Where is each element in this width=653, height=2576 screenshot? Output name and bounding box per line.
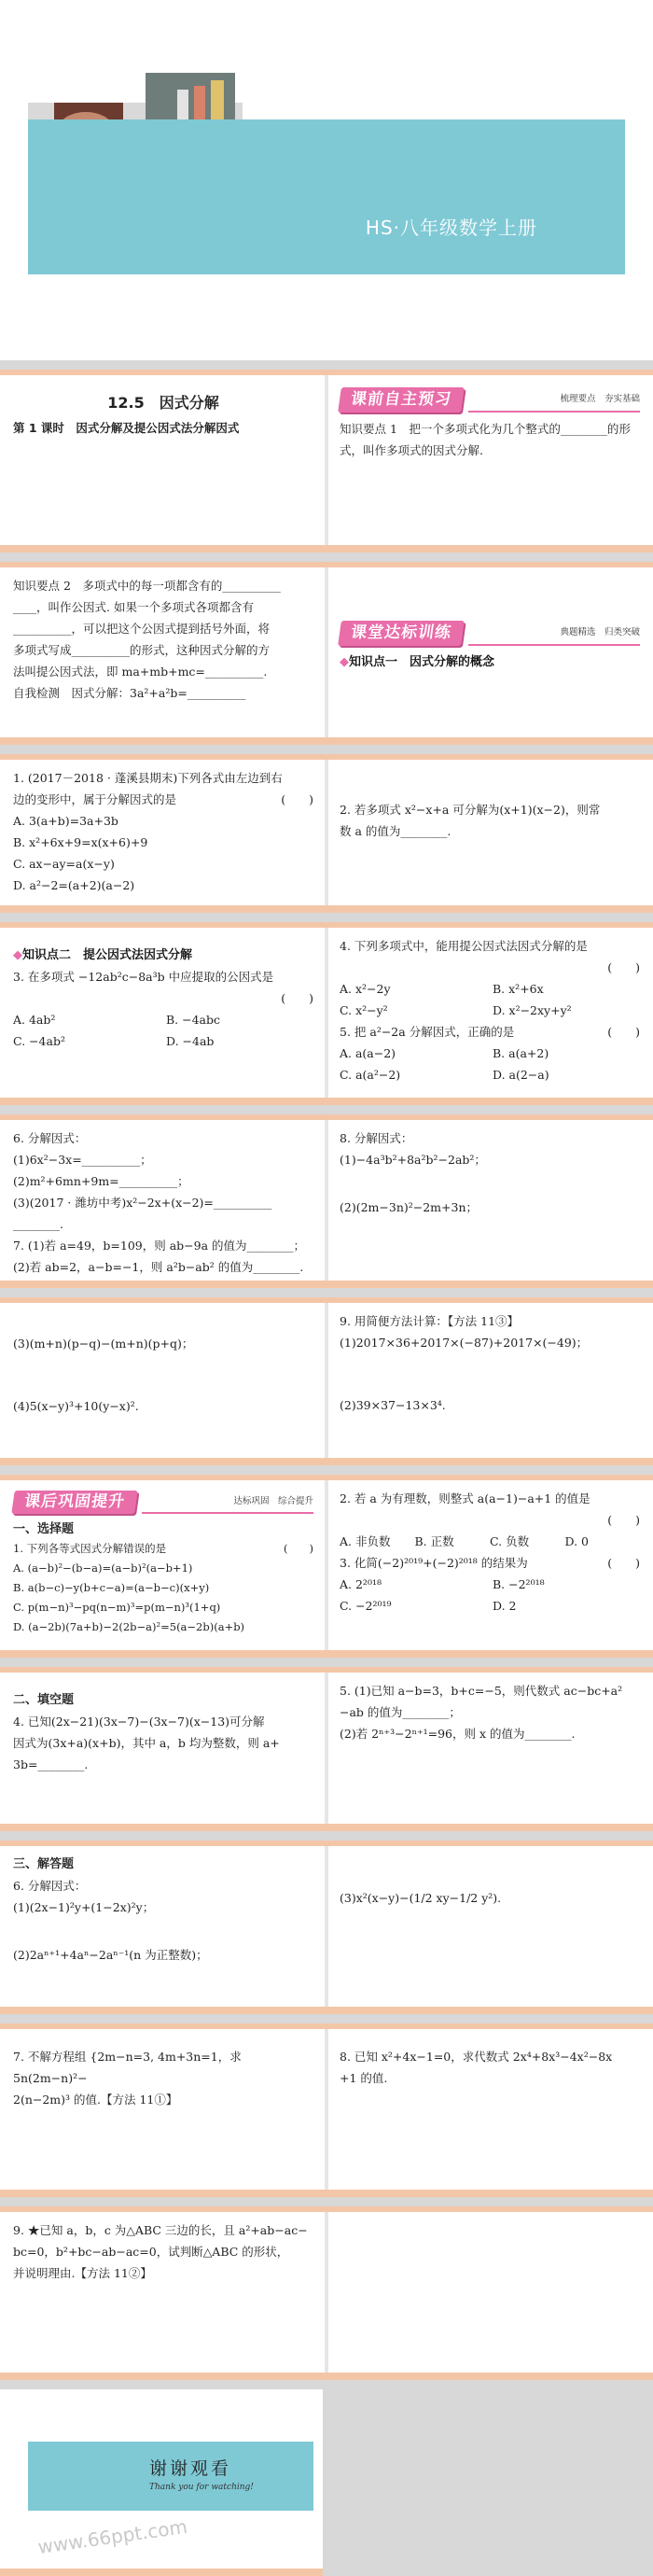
column-divider bbox=[325, 928, 328, 1098]
right-column bbox=[330, 1127, 649, 1275]
slide-bottom-bar bbox=[0, 2190, 653, 2197]
left-column bbox=[4, 1484, 323, 1645]
question-3: 3. 化简(−2)²⁰¹⁹+(−2)²⁰¹⁸ 的结果为 ( ) bbox=[340, 1552, 640, 1574]
right-column bbox=[330, 2046, 649, 2184]
left-column bbox=[4, 383, 323, 539]
question-7: 7. (1)若 a=49，b=109，则 ab−9a 的值为________； bbox=[13, 1239, 306, 1253]
question-5: 5. 把 a²−2a 分解因式，正确的是 ( ) bbox=[340, 1021, 640, 1043]
watermark: www.66ppt.com bbox=[36, 2514, 189, 2559]
question-8: 8. 已知 x²+4x−1=0，求代数式 2x⁴+8x³−4x²−8x bbox=[340, 2050, 613, 2064]
cover-title: HS·八年级数学上册 bbox=[365, 217, 537, 239]
slide-preview bbox=[0, 370, 653, 553]
option: A. (a−b)²−(b−a)=(a−b)²(a−b+1) bbox=[13, 1561, 193, 1575]
right-column bbox=[330, 799, 649, 900]
option: D. x²−2xy+y² bbox=[493, 1003, 572, 1017]
text-line: 知识要点 2 多项式中的每一项都含有的__________ bbox=[13, 579, 281, 593]
question-1: 1. 下列各等式因式分解错误的是 ( ) bbox=[13, 1539, 313, 1559]
slide-q1-q2 bbox=[0, 754, 653, 913]
slide-thanks bbox=[0, 2389, 323, 2576]
slide-bottom-bar bbox=[0, 1458, 653, 1465]
option: A. 非负数 bbox=[340, 1534, 391, 1548]
question-9: 9. 用简便方法计算：【方法 11③】 bbox=[340, 1314, 520, 1328]
left-column bbox=[4, 945, 323, 1092]
column-divider bbox=[325, 1303, 328, 1458]
text-line: +1 的值. bbox=[340, 2071, 388, 2085]
section-banner bbox=[340, 616, 640, 646]
option: C. −2²⁰¹⁹ bbox=[340, 1599, 392, 1613]
slide-bottom-bar bbox=[0, 1824, 653, 1831]
diamond-icon: ◆ bbox=[13, 948, 22, 962]
options bbox=[13, 1009, 313, 1052]
slide-kp2 bbox=[0, 562, 653, 745]
text-line: 3b=________. bbox=[13, 1757, 89, 1771]
column-divider bbox=[325, 1120, 328, 1281]
slide-q8-q9 bbox=[0, 1297, 653, 1465]
option: B. 正数 bbox=[414, 1534, 454, 1548]
left-column bbox=[4, 2046, 323, 2184]
lesson-title: 12.5 因式分解 bbox=[107, 394, 219, 412]
column-divider bbox=[325, 2029, 328, 2190]
sub-question: (2)2aⁿ⁺¹+4aⁿ−2aⁿ⁻¹(n 为正整数)； bbox=[13, 1948, 208, 1962]
option: A. 3(a+b)=3a+3b bbox=[13, 814, 118, 828]
question-2: 2. 若多项式 x²−x+a 可分解为(x+1)(x−2)，则常 bbox=[340, 803, 601, 817]
diamond-icon: ◆ bbox=[340, 655, 349, 669]
answer-line: ( ) bbox=[607, 960, 640, 974]
sub-question: (2)39×37−13×3⁴. bbox=[340, 1398, 446, 1412]
cover-band bbox=[28, 119, 625, 274]
sub-question: (4)5(x−y)³+10(y−x)². bbox=[13, 1399, 139, 1413]
question-6: 6. 分解因式： bbox=[13, 1879, 87, 1893]
section-title: 三、解答题 bbox=[13, 1857, 75, 1871]
options bbox=[340, 1531, 640, 1552]
banner-sub: 梳理要点 夯实基础 bbox=[468, 388, 640, 413]
banner-sub: 典题精选 归类突破 bbox=[468, 622, 640, 646]
sub-question: ________. bbox=[13, 1217, 63, 1231]
options bbox=[340, 1043, 640, 1085]
left-column bbox=[4, 1689, 323, 1818]
question-6: 6. 分解因式： bbox=[13, 1131, 87, 1145]
option: C. x²−y² bbox=[340, 1003, 388, 1017]
column-divider bbox=[325, 1846, 328, 2007]
answer-paren: ( ) bbox=[607, 1025, 640, 1039]
right-column bbox=[330, 1488, 649, 1645]
left-column bbox=[4, 1333, 323, 1452]
slide-homework-choice bbox=[0, 1475, 653, 1658]
question-9: 9. ★已知 a，b，c 为△ABC 三边的长，且 a²+ab−ac− bbox=[13, 2223, 308, 2237]
left-column bbox=[4, 767, 323, 900]
left-column bbox=[4, 1854, 323, 2001]
banner-label: 课前自主预习 bbox=[338, 387, 465, 413]
thanks-subtext: Thank you for watching! bbox=[149, 2483, 254, 2492]
answer-line: ( ) bbox=[607, 1513, 640, 1527]
question-4: 4. 已知(2x−21)(3x−7)−(3x−7)(x−13)可分解 bbox=[13, 1715, 265, 1729]
slide-bottom-bar bbox=[0, 2007, 653, 2014]
column-divider bbox=[325, 375, 328, 545]
slide-bottom-bar bbox=[0, 1650, 653, 1658]
knowledge-point-1: 知识要点 1 把一个多项式化为几个整式的________的形式，叫作多项式的因式分解. bbox=[340, 422, 631, 457]
question-3: 3. 在多项式 −12ab²c−8a³b 中应提取的公因式是 bbox=[13, 970, 274, 984]
sub-question: (1)(2x−1)²y+(1−2x)²y； bbox=[13, 1900, 155, 1914]
text-line: 因式为(3x+a)(x+b)，其中 a，b 均为整数，则 a+ bbox=[13, 1736, 280, 1750]
option: D. 2 bbox=[493, 1599, 517, 1613]
slide-q3-q5 bbox=[0, 922, 653, 1105]
slide-bottom-bar bbox=[0, 545, 653, 553]
left-column bbox=[4, 575, 323, 732]
option: A. x²−2y bbox=[340, 982, 391, 996]
option: C. 负数 bbox=[490, 1534, 530, 1548]
sub-question: (3)(2017 · 潍坊中考)x²−2x+(x−2)=__________ bbox=[13, 1196, 272, 1210]
lesson-subtitle: 第 1 课时 因式分解及提公因式法分解因式 bbox=[13, 421, 240, 435]
text-line: 2(n−2m)³ 的值.【方法 11①】 bbox=[13, 2093, 178, 2107]
sub-question: (1)2017×36+2017×(−87)+2017×(−49)； bbox=[340, 1336, 589, 1350]
column-divider bbox=[325, 1673, 328, 1824]
section-banner bbox=[340, 383, 640, 413]
option: A. 4ab² bbox=[13, 1013, 56, 1027]
question-7: 7. 不解方程组 {2m−n=3, 4m+3n=1，求 5n(2m−n)²− bbox=[13, 2050, 242, 2085]
option: C. p(m−n)³−pq(n−m)³=p(m−n)³(1+q) bbox=[13, 1601, 221, 1614]
option: C. −4ab² bbox=[13, 1034, 65, 1048]
option: D. −4ab bbox=[166, 1034, 215, 1048]
option: C. ax−ay=a(x−y) bbox=[13, 857, 115, 871]
sub-question: (2)若 2ⁿ⁺³−2ⁿ⁺¹=96，则 x 的值为________. bbox=[340, 1727, 576, 1741]
option: B. x²+6x+9=x(x+6)+9 bbox=[13, 835, 148, 849]
answer-paren: ( ) bbox=[607, 1556, 640, 1570]
question-2-cont: 数 a 的值为________. bbox=[340, 824, 452, 838]
knowledge-point-heading: ◆知识点二 提公因式法因式分解 bbox=[13, 948, 193, 962]
answer-paren: ( ) bbox=[284, 1542, 313, 1555]
option: A. a(a−2) bbox=[340, 1046, 396, 1060]
slide-solve-7-8 bbox=[0, 2023, 653, 2197]
options bbox=[340, 1574, 640, 1617]
sub-question: (3)x²(x−y)−(1/2 xy−1/2 y²). bbox=[340, 1891, 502, 1905]
column-divider bbox=[325, 760, 328, 905]
option: B. x²+6x bbox=[493, 982, 544, 996]
option: B. −4abc bbox=[166, 1013, 221, 1027]
option: D. 0 bbox=[564, 1534, 589, 1548]
column-divider bbox=[325, 567, 328, 737]
answer-paren: ( ) bbox=[281, 792, 313, 806]
sub-question: (1)−4a³b²+8a²b²−2ab²； bbox=[340, 1153, 486, 1167]
right-column bbox=[330, 1310, 649, 1452]
answer-line: ( ) bbox=[281, 991, 313, 1005]
left-column bbox=[4, 2219, 323, 2367]
right-column bbox=[330, 383, 649, 539]
text-line: −ab 的值为________； bbox=[340, 1705, 461, 1719]
slide-solve-6 bbox=[0, 1841, 653, 2014]
option: B. a(b−c)−y(b+c−a)=(a−b−c)(x+y) bbox=[13, 1581, 210, 1594]
option: B. −2²⁰¹⁸ bbox=[493, 1577, 545, 1591]
options bbox=[340, 978, 640, 1021]
column-divider bbox=[325, 1480, 328, 1650]
question-4: 4. 下列多项式中，能用提公因式法因式分解的是 bbox=[340, 939, 588, 953]
banner-label: 课后巩固提升 bbox=[11, 1491, 138, 1514]
text-line: ____，叫作公因式. 如果一个多项式各项都含有 bbox=[13, 600, 254, 614]
right-column bbox=[330, 1887, 649, 2001]
option: A. 2²⁰¹⁸ bbox=[340, 1577, 382, 1591]
slide-bottom-bar bbox=[0, 737, 653, 745]
sub-question: (2)若 ab=2，a−b=−1，则 a²b−ab² 的值为________. bbox=[13, 1260, 304, 1274]
cover-slide bbox=[0, 0, 653, 360]
slide-bottom-bar bbox=[0, 2373, 653, 2380]
question-1-cont: 边的变形中，属于分解因式的是 ( ) bbox=[13, 789, 313, 810]
sub-question: (1)6x²−3x=__________； bbox=[13, 1153, 152, 1167]
question-8: 8. 分解因式： bbox=[340, 1131, 413, 1145]
sub-question: (3)(m+n)(p−q)−(m+n)(p+q)； bbox=[13, 1337, 194, 1351]
right-column bbox=[330, 935, 649, 1092]
knowledge-point-heading: ◆知识点一 因式分解的概念 bbox=[340, 655, 495, 669]
option: D. a(2−a) bbox=[493, 1068, 549, 1082]
left-column bbox=[4, 1127, 323, 1275]
slide-bottom-bar bbox=[0, 1281, 653, 1288]
option: C. a(a²−2) bbox=[340, 1068, 401, 1082]
slide-solve-9 bbox=[0, 2206, 653, 2380]
question-1: 1. (2017－2018 · 蓬溪县期末)下列各式由左边到右 bbox=[13, 771, 283, 785]
slide-fill-blank bbox=[0, 1667, 653, 1831]
slide-bottom-bar bbox=[0, 2569, 323, 2576]
banner-sub: 达标巩固 综合提升 bbox=[142, 1491, 313, 1514]
right-column bbox=[330, 616, 649, 732]
column-divider bbox=[325, 2212, 328, 2373]
thanks-text: 谢谢观看 bbox=[149, 2458, 232, 2479]
slide-q6-q8 bbox=[0, 1114, 653, 1288]
text-line: 并说明理由.【方法 11②】 bbox=[13, 2266, 152, 2280]
section-title: 一、选择题 bbox=[13, 1522, 75, 1536]
text-line: 多项式写成__________的形式，这种因式分解的方 bbox=[13, 643, 271, 657]
section-banner bbox=[13, 1484, 313, 1514]
right-column bbox=[330, 1680, 649, 1818]
option: D. a²−2=(a+2)(a−2) bbox=[13, 878, 135, 892]
slide-bottom-bar bbox=[0, 1098, 653, 1105]
question-2: 2. 若 a 为有理数，则整式 a(a−1)−a+1 的值是 bbox=[340, 1491, 590, 1505]
option: B. a(a+2) bbox=[493, 1046, 549, 1060]
text-line: bc=0，b²+bc−ab−ac=0，试判断△ABC 的形状， bbox=[13, 2245, 289, 2259]
question-5: 5. (1)已知 a−b=3，b+c=−5，则代数式 ac−bc+a² bbox=[340, 1684, 623, 1698]
sub-question: (2)(2m−3n)²−2m+3n； bbox=[340, 1200, 479, 1214]
banner-label: 课堂达标训练 bbox=[338, 621, 465, 646]
slide-bottom-bar bbox=[0, 905, 653, 913]
text-line: __________，可以把这个公因式提到括号外面，将 bbox=[13, 622, 271, 636]
self-check: 自我检测 因式分解：3a²+a²b=__________ bbox=[13, 686, 246, 700]
option: D. (a−2b)(7a+b)−2(2b−a)²=5(a−2b)(a+b) bbox=[13, 1620, 245, 1633]
text-line: 法叫提公因式法，即 ma+mb+mc=__________. bbox=[13, 665, 268, 679]
section-title: 二、填空题 bbox=[13, 1693, 75, 1707]
sub-question: (2)m²+6mn+9m=__________； bbox=[13, 1174, 189, 1188]
